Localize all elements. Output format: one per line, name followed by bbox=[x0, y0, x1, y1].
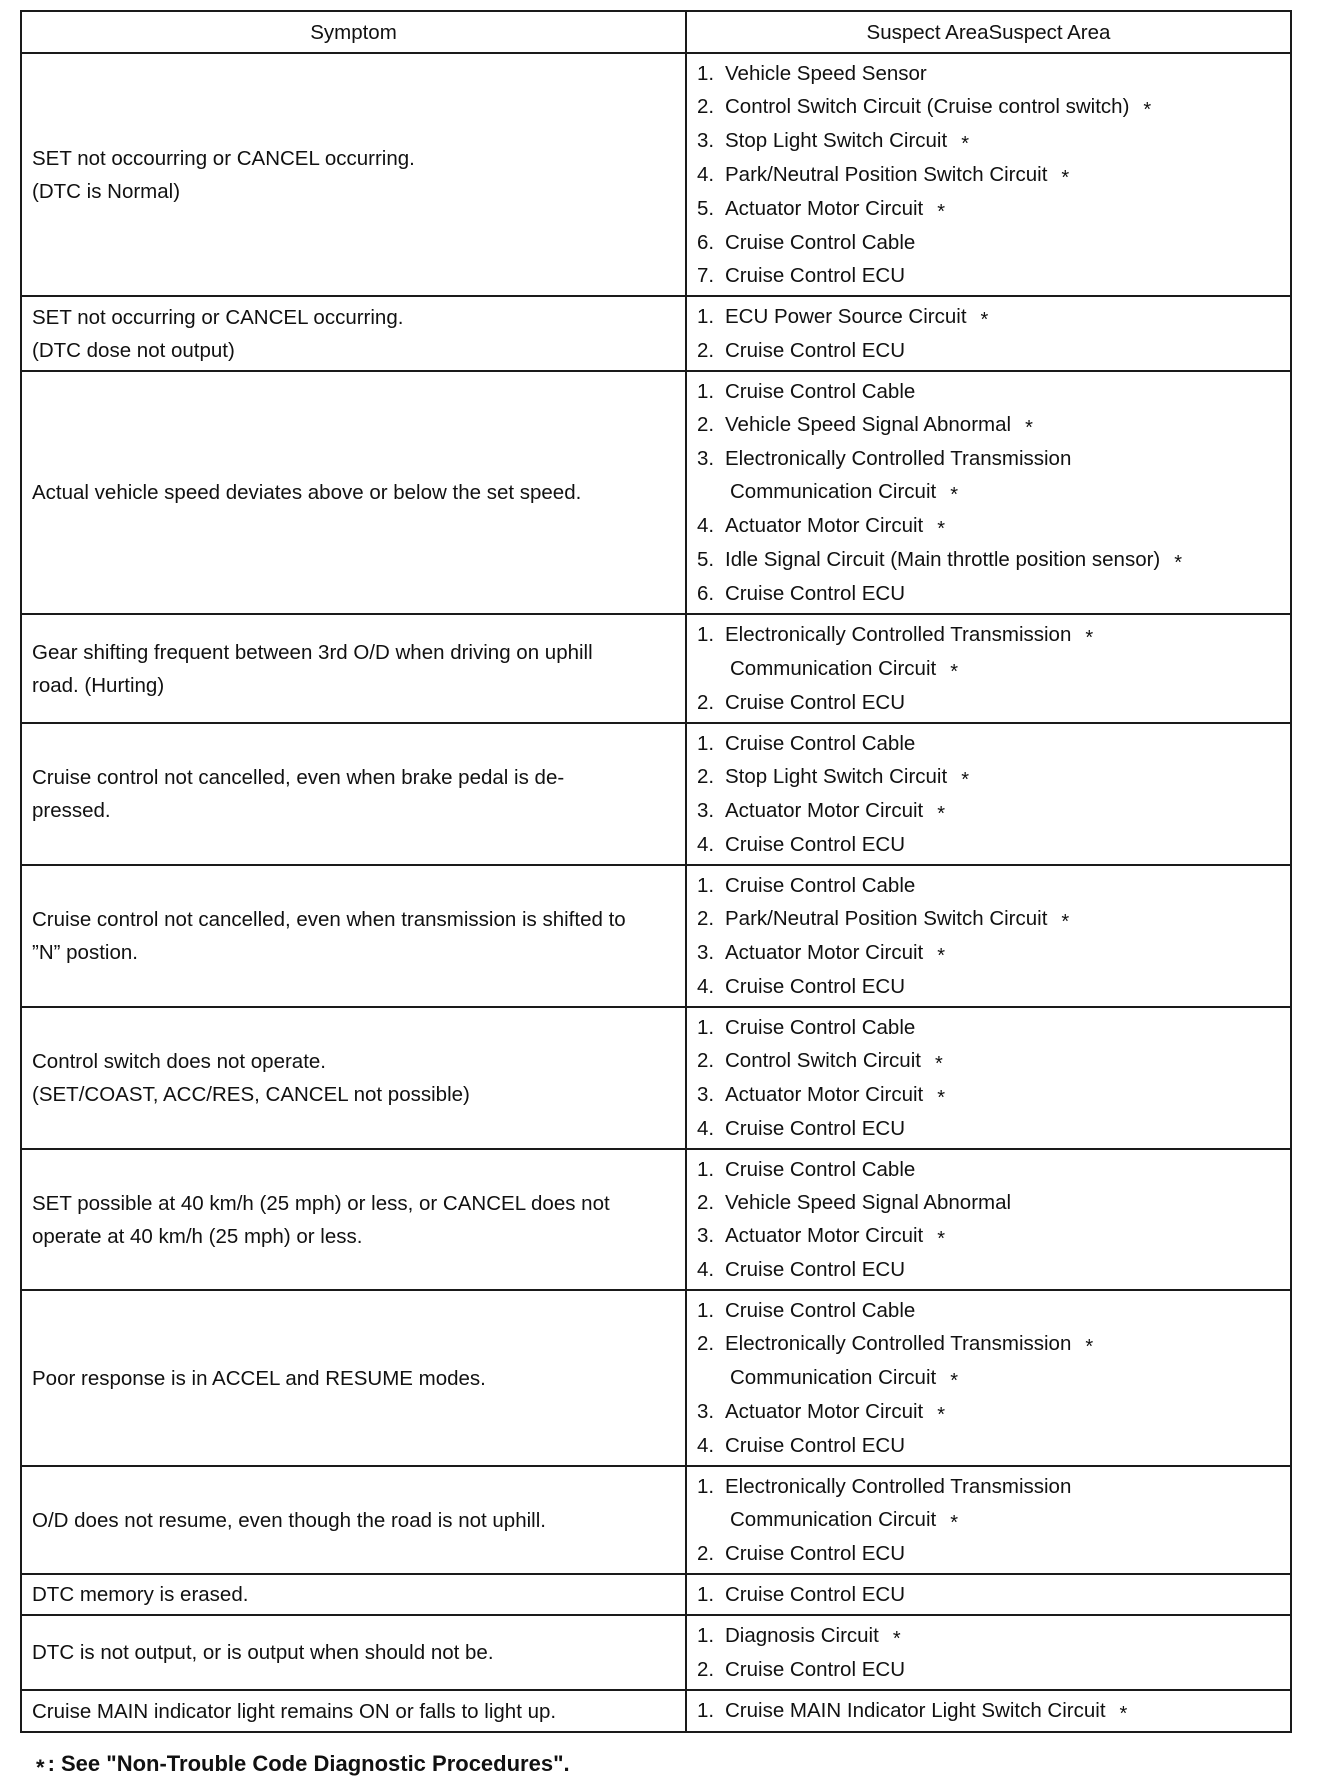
suspect-area-item bbox=[697, 1503, 1282, 1537]
suspect-area-item bbox=[697, 1327, 1282, 1361]
item-number: 3. bbox=[697, 129, 715, 152]
item-text: Control Switch Circuit (Cruise control switch) bbox=[725, 95, 1130, 118]
suspect-area-cell bbox=[686, 1690, 1291, 1732]
asterisk-marker: * bbox=[1119, 1703, 1128, 1725]
item-number: 4. bbox=[697, 1434, 715, 1457]
item-text: Cruise Control ECU bbox=[725, 582, 905, 605]
suspect-area-item bbox=[697, 902, 1282, 936]
item-text: Electronically Controlled Transmission bbox=[725, 1475, 1072, 1498]
suspect-area-list bbox=[697, 1694, 1282, 1728]
symptom-line: DTC is not output, or is output when should not be. bbox=[32, 1641, 494, 1664]
item-number: 1. bbox=[697, 1299, 715, 1322]
item-text: Cruise Control ECU bbox=[725, 1583, 905, 1606]
suspect-area-list bbox=[697, 300, 1282, 367]
suspect-area-item bbox=[697, 1395, 1282, 1429]
asterisk-marker: * bbox=[980, 309, 989, 331]
item-text: Park/Neutral Position Switch Circuit bbox=[725, 163, 1048, 186]
item-text: Communication Circuit bbox=[730, 657, 937, 680]
item-number: 2. bbox=[697, 1049, 715, 1072]
item-number: 4. bbox=[697, 163, 715, 186]
table-row bbox=[21, 1615, 1291, 1690]
suspect-area-item bbox=[697, 1253, 1282, 1286]
suspect-area-list bbox=[697, 375, 1282, 610]
footnote-star: * bbox=[36, 1755, 45, 1780]
suspect-area-item bbox=[697, 192, 1282, 226]
asterisk-marker: * bbox=[937, 803, 946, 825]
suspect-area-item bbox=[697, 1078, 1282, 1112]
table-row bbox=[21, 371, 1291, 614]
symptom-cell bbox=[21, 53, 686, 296]
item-text: Cruise Control ECU bbox=[725, 975, 905, 998]
suspect-area-cell bbox=[686, 371, 1291, 614]
suspect-area-item bbox=[697, 727, 1282, 760]
diagnosis-table bbox=[20, 10, 1292, 1733]
item-text: Control Switch Circuit bbox=[725, 1049, 921, 1072]
table-header-row bbox=[21, 11, 1291, 53]
suspect-area-item bbox=[697, 90, 1282, 124]
suspect-area-cell bbox=[686, 723, 1291, 865]
suspect-area-list bbox=[697, 1153, 1282, 1286]
table-row bbox=[21, 1574, 1291, 1615]
asterisk-marker: * bbox=[961, 133, 969, 155]
suspect-area-item bbox=[697, 300, 1282, 334]
asterisk-marker: * bbox=[934, 1053, 943, 1075]
suspect-area-item bbox=[697, 158, 1282, 192]
symptom-cell bbox=[21, 1149, 686, 1290]
item-number: 1. bbox=[697, 1016, 715, 1039]
symptom-line: SET not occourring or CANCEL occurring. bbox=[32, 146, 415, 170]
suspect-area-item bbox=[697, 1470, 1282, 1503]
item-text: Actuator Motor Circuit bbox=[725, 1400, 924, 1423]
table-row bbox=[21, 723, 1291, 865]
item-number: 3. bbox=[697, 799, 715, 822]
item-text: Cruise Control Cable bbox=[725, 380, 916, 403]
item-number: 3. bbox=[697, 941, 715, 964]
asterisk-marker: * bbox=[937, 1087, 946, 1109]
suspect-area-item bbox=[697, 760, 1282, 794]
suspect-area-item bbox=[697, 794, 1282, 828]
asterisk-marker: * bbox=[1025, 417, 1033, 439]
item-text: ECU Power Source Circuit bbox=[725, 305, 967, 328]
item-text: Actuator Motor Circuit bbox=[725, 799, 924, 822]
item-number: 1. bbox=[697, 732, 715, 755]
asterisk-marker: * bbox=[937, 1404, 946, 1426]
asterisk-marker: * bbox=[937, 1228, 946, 1250]
suspect-area-item bbox=[697, 1429, 1282, 1462]
item-text: Cruise Control Cable bbox=[725, 1299, 916, 1322]
item-text: Cruise Control ECU bbox=[725, 1434, 905, 1457]
table-body bbox=[21, 53, 1291, 1732]
suspect-area-cell bbox=[686, 614, 1291, 723]
symptom-cell bbox=[21, 1007, 686, 1149]
item-number: 4. bbox=[697, 1117, 715, 1140]
symptom-line: Gear shifting frequent between 3rd O/D when driving on uphill bbox=[32, 640, 593, 664]
suspect-area-list bbox=[697, 618, 1282, 719]
suspect-area-item bbox=[697, 124, 1282, 158]
item-text: Vehicle Speed Sensor bbox=[725, 62, 927, 85]
item-number: 1. bbox=[697, 380, 715, 403]
symptom-line: O/D does not resume, even though the road is not uphill. bbox=[32, 1508, 546, 1532]
suspect-area-item bbox=[697, 1219, 1282, 1253]
suspect-area-item bbox=[697, 970, 1282, 1003]
symptom-cell bbox=[21, 1574, 686, 1615]
item-text: Electronically Controlled Transmission bbox=[725, 623, 1072, 646]
suspect-area-list bbox=[697, 1294, 1282, 1462]
item-number: 5. bbox=[697, 548, 715, 571]
suspect-area-item bbox=[697, 936, 1282, 970]
asterisk-marker: * bbox=[950, 484, 958, 506]
item-number: 1. bbox=[697, 1158, 715, 1181]
symptom-cell bbox=[21, 723, 686, 865]
suspect-area-item bbox=[697, 1694, 1282, 1728]
item-text: Cruise Control ECU bbox=[725, 1117, 905, 1140]
item-text: Actuator Motor Circuit bbox=[725, 514, 924, 537]
suspect-area-item bbox=[697, 543, 1282, 577]
symptom-line: SET possible at 40 km/h (25 mph) or less, or CANCEL does not bbox=[32, 1191, 610, 1215]
table-row bbox=[21, 614, 1291, 723]
suspect-area-item bbox=[697, 375, 1282, 408]
item-number: 4. bbox=[697, 1258, 715, 1281]
item-text: Cruise Control Cable bbox=[725, 732, 916, 755]
asterisk-marker: * bbox=[950, 1512, 958, 1534]
item-number: 1. bbox=[697, 1624, 715, 1647]
item-text: Cruise Control ECU bbox=[725, 1658, 905, 1681]
item-text: Cruise Control ECU bbox=[725, 1258, 905, 1281]
item-number: 1. bbox=[697, 305, 715, 328]
item-text: Electronically Controlled Transmission bbox=[725, 1332, 1072, 1355]
suspect-area-item bbox=[697, 1112, 1282, 1145]
symptom-line: operate at 40 km/h (25 mph) or less. bbox=[32, 1224, 363, 1248]
item-text: Cruise Control Cable bbox=[725, 1158, 916, 1181]
item-number: 5. bbox=[697, 197, 715, 220]
item-number: 2. bbox=[697, 765, 715, 788]
suspect-area-cell bbox=[686, 53, 1291, 296]
symptom-line: road. (Hurting) bbox=[32, 673, 165, 697]
item-number: 1. bbox=[697, 62, 715, 85]
item-number: 7. bbox=[697, 264, 715, 287]
symptom-line: SET not occurring or CANCEL occurring. bbox=[32, 305, 404, 329]
symptom-cell bbox=[21, 371, 686, 614]
item-text: Stop Light Switch Circuit bbox=[725, 129, 948, 152]
symptom-cell bbox=[21, 1290, 686, 1466]
suspect-area-list bbox=[697, 57, 1282, 292]
asterisk-marker: * bbox=[937, 518, 946, 540]
item-text: Cruise Control Cable bbox=[725, 231, 916, 254]
suspect-area-item bbox=[697, 1619, 1282, 1653]
suspect-area-list bbox=[697, 727, 1282, 861]
suspect-area-item bbox=[697, 1578, 1282, 1611]
suspect-area-list bbox=[697, 1619, 1282, 1686]
header-symptom: Symptom bbox=[21, 11, 686, 53]
item-number: 3. bbox=[697, 1083, 715, 1106]
suspect-area-cell bbox=[686, 296, 1291, 371]
suspect-area-item bbox=[697, 1153, 1282, 1186]
item-number: 1. bbox=[697, 1583, 715, 1606]
symptom-cell bbox=[21, 1466, 686, 1574]
item-number: 1. bbox=[697, 874, 715, 897]
asterisk-marker: * bbox=[961, 769, 969, 791]
item-text: Actuator Motor Circuit bbox=[725, 941, 924, 964]
item-text: Cruise Control Cable bbox=[725, 1016, 916, 1039]
suspect-area-item bbox=[697, 1537, 1282, 1570]
item-number: 2. bbox=[697, 907, 715, 930]
table-row bbox=[21, 1290, 1291, 1466]
item-number: 1. bbox=[697, 623, 715, 646]
item-number: 4. bbox=[697, 975, 715, 998]
symptom-line: pressed. bbox=[32, 799, 111, 822]
table-row bbox=[21, 865, 1291, 1007]
item-number: 2. bbox=[697, 1542, 715, 1565]
item-number: 2. bbox=[697, 413, 715, 436]
symptom-cell bbox=[21, 614, 686, 723]
suspect-area-item bbox=[697, 618, 1282, 652]
item-text: Actuator Motor Circuit bbox=[725, 1224, 924, 1247]
footnote-text: : See "Non-Trouble Code Diagnostic Procedures". bbox=[47, 1751, 570, 1776]
table-row bbox=[21, 1690, 1291, 1732]
suspect-area-list bbox=[697, 1011, 1282, 1145]
suspect-area-list bbox=[697, 869, 1282, 1003]
asterisk-marker: * bbox=[1061, 911, 1070, 933]
suspect-area-item bbox=[697, 828, 1282, 861]
item-text: Cruise Control ECU bbox=[725, 264, 905, 287]
item-number: 3. bbox=[697, 447, 715, 470]
suspect-area-item bbox=[697, 1044, 1282, 1078]
suspect-area-list bbox=[697, 1578, 1282, 1611]
suspect-area-item bbox=[697, 408, 1282, 442]
suspect-area-item bbox=[697, 1361, 1282, 1395]
asterisk-marker: * bbox=[1143, 99, 1152, 121]
suspect-area-item bbox=[697, 1011, 1282, 1044]
suspect-area-item bbox=[697, 1186, 1282, 1219]
symptom-line: Control switch does not operate. bbox=[32, 1050, 326, 1073]
table-row bbox=[21, 1149, 1291, 1290]
item-number: 4. bbox=[697, 514, 715, 537]
item-text: Electronically Controlled Transmission bbox=[725, 447, 1072, 470]
asterisk-marker: * bbox=[950, 661, 958, 683]
suspect-area-list bbox=[697, 1470, 1282, 1570]
item-text: Communication Circuit bbox=[730, 1366, 937, 1389]
asterisk-marker: * bbox=[1174, 552, 1183, 574]
item-text: Stop Light Switch Circuit bbox=[725, 765, 948, 788]
item-text: Actuator Motor Circuit bbox=[725, 197, 924, 220]
item-number: 1. bbox=[697, 1475, 715, 1498]
item-text: Cruise Control ECU bbox=[725, 691, 905, 714]
table-row bbox=[21, 1007, 1291, 1149]
item-text: Cruise Control ECU bbox=[725, 339, 905, 362]
item-number: 1. bbox=[697, 1699, 715, 1722]
item-number: 6. bbox=[697, 582, 715, 605]
suspect-area-item bbox=[697, 577, 1282, 610]
symptom-line: DTC memory is erased. bbox=[32, 1583, 249, 1606]
item-number: 2. bbox=[697, 1191, 715, 1214]
asterisk-marker: * bbox=[892, 1628, 901, 1650]
item-number: 2. bbox=[697, 1658, 715, 1681]
table-row bbox=[21, 296, 1291, 371]
symptom-cell bbox=[21, 1690, 686, 1732]
symptom-cell bbox=[21, 296, 686, 371]
suspect-area-item bbox=[697, 259, 1282, 292]
item-text: Cruise MAIN Indicator Light Switch Circuit bbox=[725, 1699, 1106, 1722]
header-suspect-area: Suspect AreaSuspect Area bbox=[686, 11, 1291, 53]
asterisk-marker: * bbox=[937, 945, 946, 967]
suspect-area-cell bbox=[686, 1290, 1291, 1466]
suspect-area-cell bbox=[686, 1615, 1291, 1690]
symptom-line: Actual vehicle speed deviates above or below the set speed. bbox=[32, 481, 582, 504]
symptom-line: ”N” postion. bbox=[32, 941, 138, 964]
asterisk-marker: * bbox=[1085, 627, 1094, 649]
suspect-area-item bbox=[697, 442, 1282, 475]
asterisk-marker: * bbox=[1085, 1336, 1094, 1358]
item-text: Actuator Motor Circuit bbox=[725, 1083, 924, 1106]
item-number: 4. bbox=[697, 833, 715, 856]
item-number: 2. bbox=[697, 95, 715, 118]
symptom-line: (DTC is Normal) bbox=[32, 179, 181, 203]
suspect-area-item bbox=[697, 57, 1282, 90]
suspect-area-item bbox=[697, 869, 1282, 902]
table-row bbox=[21, 53, 1291, 296]
item-text: Cruise Control ECU bbox=[725, 833, 905, 856]
suspect-area-item bbox=[697, 509, 1282, 543]
symptom-line: Cruise control not cancelled, even when brake pedal is de- bbox=[32, 766, 565, 789]
item-text: Idle Signal Circuit (Main throttle position sensor) bbox=[725, 548, 1161, 571]
item-number: 2. bbox=[697, 339, 715, 362]
suspect-area-cell bbox=[686, 1466, 1291, 1574]
suspect-area-item bbox=[697, 1294, 1282, 1327]
symptom-line: Poor response is in ACCEL and RESUME modes. bbox=[32, 1366, 486, 1390]
asterisk-marker: * bbox=[937, 201, 946, 223]
suspect-area-item bbox=[697, 334, 1282, 367]
item-text: Cruise Control Cable bbox=[725, 874, 916, 897]
item-number: 3. bbox=[697, 1400, 715, 1423]
symptom-line: Cruise control not cancelled, even when transmission is shifted to bbox=[32, 908, 626, 931]
item-number: 2. bbox=[697, 691, 715, 714]
document-sheet bbox=[20, 10, 1290, 1779]
item-text: Park/Neutral Position Switch Circuit bbox=[725, 907, 1048, 930]
item-number: 2. bbox=[697, 1332, 715, 1355]
table-row bbox=[21, 1466, 1291, 1574]
asterisk-marker: * bbox=[1061, 167, 1070, 189]
suspect-area-item bbox=[697, 686, 1282, 719]
symptom-line: (DTC dose not output) bbox=[32, 338, 235, 362]
suspect-area-item bbox=[697, 1653, 1282, 1686]
suspect-area-cell bbox=[686, 865, 1291, 1007]
item-number: 3. bbox=[697, 1224, 715, 1247]
item-text: Communication Circuit bbox=[730, 480, 937, 503]
item-text: Cruise Control ECU bbox=[725, 1542, 905, 1565]
symptom-line: Cruise MAIN indicator light remains ON or falls to light up. bbox=[32, 1699, 557, 1723]
suspect-area-item bbox=[697, 475, 1282, 509]
symptom-cell bbox=[21, 865, 686, 1007]
suspect-area-item bbox=[697, 652, 1282, 686]
suspect-area-cell bbox=[686, 1574, 1291, 1615]
suspect-area-cell bbox=[686, 1007, 1291, 1149]
symptom-cell bbox=[21, 1615, 686, 1690]
item-text: Vehicle Speed Signal Abnormal bbox=[725, 413, 1012, 436]
suspect-area-cell bbox=[686, 1149, 1291, 1290]
item-text: Diagnosis Circuit bbox=[725, 1624, 879, 1647]
item-text: Vehicle Speed Signal Abnormal bbox=[725, 1191, 1012, 1214]
item-number: 6. bbox=[697, 231, 715, 254]
suspect-area-item bbox=[697, 226, 1282, 259]
asterisk-marker: * bbox=[950, 1370, 958, 1392]
footnote bbox=[36, 1749, 1290, 1779]
item-text: Communication Circuit bbox=[730, 1508, 937, 1531]
symptom-line: (SET/COAST, ACC/RES, CANCEL not possible) bbox=[32, 1083, 470, 1106]
